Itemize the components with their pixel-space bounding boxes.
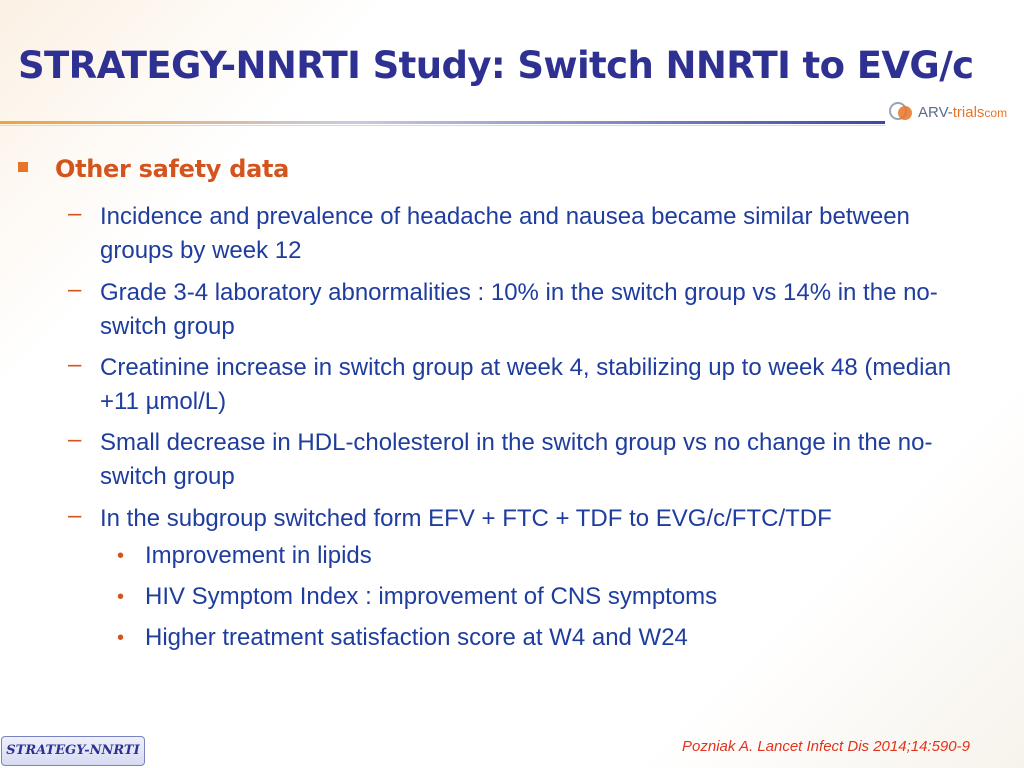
dash-bullet-icon: – [68, 502, 82, 529]
arv-trials-logo [888, 100, 1018, 126]
dot-bullet-icon: • [117, 627, 125, 649]
list-item: Small decrease in HDL-cholesterol in the switch group vs no change in the no-switch group [100, 429, 933, 490]
list-item: Grade 3-4 laboratory abnormalities : 10% in the switch group vs 14% in the no-switch group [100, 279, 938, 340]
dot-bullet-icon: • [117, 545, 125, 567]
dash-bullet-icon: – [68, 351, 82, 378]
logo-com-text: com [984, 106, 1008, 120]
logo-trials-text: trials [952, 104, 985, 121]
study-tag: STRATEGY-NNRTI [1, 736, 145, 766]
dash-bullet-icon: – [68, 200, 82, 227]
section-heading: Other safety data [55, 155, 290, 183]
square-bullet-icon [18, 162, 28, 172]
dot-bullet-icon: • [117, 586, 125, 608]
dash-bullet-icon: – [68, 426, 82, 453]
title-divider [0, 121, 885, 124]
dash-bullet-icon: – [68, 276, 82, 303]
citation: Pozniak A. Lancet Infect Dis 2014;14:590-9 [682, 738, 970, 755]
logo-mark-icon [888, 101, 916, 123]
sub-list-item: HIV Symptom Index : improvement of CNS symptoms [145, 583, 718, 610]
slide-title: STRATEGY-NNRTI Study: Switch NNRTI to EVG/c [18, 44, 974, 87]
sub-list-item: Improvement in lipids [145, 542, 372, 569]
list-item: Creatinine increase in switch group at week 4, stabilizing up to week 48 (median +11 µmol/L) [100, 354, 952, 415]
list-item: Incidence and prevalence of headache and nausea became similar between groups by week 12 [100, 203, 910, 264]
sub-list-item: Higher treatment satisfaction score at W4 and W24 [145, 624, 688, 651]
list-item: In the subgroup switched form EFV + FTC + TDF to EVG/c/FTC/TDF [100, 505, 832, 532]
title-divider-thin [0, 125, 885, 126]
logo-arv-text: ARV- [918, 104, 953, 121]
